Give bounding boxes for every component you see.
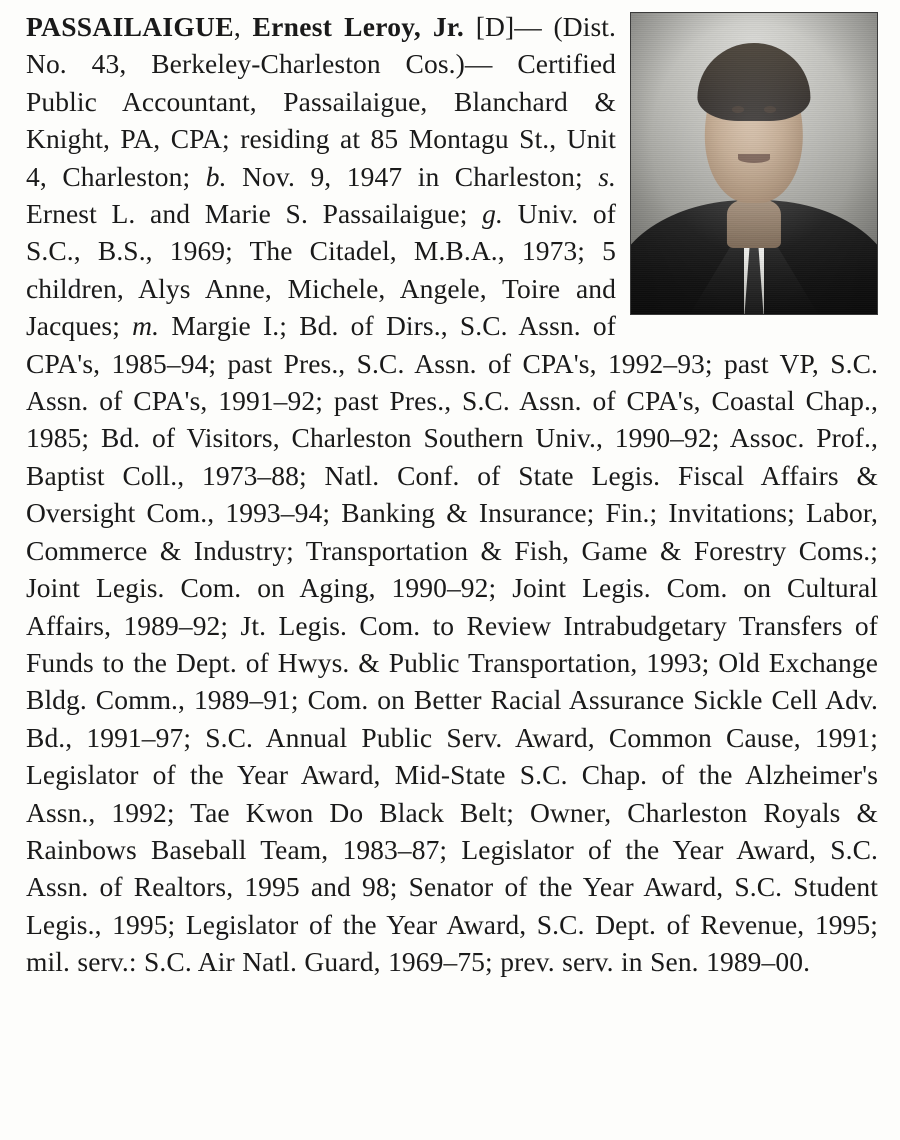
entry-surname: PASSAILAIGUE [26, 11, 234, 42]
entry-birth-info: Nov. 9, 1947 in Charleston; [242, 160, 583, 192]
biography-entry [26, 8, 878, 981]
entry-son-abbr: s. [598, 160, 616, 192]
entry-name-separator: , [233, 11, 253, 42]
entry-district: (Dist. No. 43, Berkeley-Charleston Cos.) [26, 11, 616, 80]
entry-graduate-abbr: g. [482, 198, 503, 230]
entry-occupation: Certified Public Accountant, Passailaigue, Blanchard & Knight, PA, CPA; [26, 48, 616, 155]
entry-married-abbr: m. [132, 310, 160, 342]
entry-dash-1: — [514, 11, 542, 42]
entry-party-affiliation: [D] [475, 11, 515, 42]
entry-residence: residing at 85 Montagu St., Unit 4, Charleston; [26, 123, 617, 192]
entry-parents: Ernest L. and Marie S. Passailaigue; [26, 198, 468, 230]
entry-service-record: Bd. of Dirs., S.C. Assn. of CPA's, 1985–94; past Pres., S.C. Assn. of CPA's, 1992–93; past VP, S.C. Assn. of CPA's, 1991–92; past Pres., S.C. Assn. of CPA's, Coastal Chap., 1985; Bd. of Visitors, Charleston Southern Univ., 1990–92; Assoc. Prof., Baptist Coll., 1973–88; Natl. Conf. of State Legis. Fiscal Affairs & Oversight Com., 1993–94; Banking & Insurance; Fin.; Invitations; Labor, Commerce & Industry; Transportation & Fish, Game & Forestry Coms.; Joint Legis. Com. on Aging, 1990–92; Joint Legis. Com. on Cultural Affairs, 1989–92; Jt. Legis. Com. to Review Intrabudgetary Transfers of Funds to the Dept. of Hwys. & Public Transportation, 1993; Old Exchange Bldg. Comm., 1989–91; Com. on Better Racial Assurance Sickle Cell Adv. Bd., 1991–97; S.C. Annual Public Serv. Award, Common Cause, 1991; Legislator of the Year Award, Mid-State S.C. Chap. of the Alzheimer's Assn., 1992; Tae Kwon Do Black Belt; Owner, Charleston Royals & Rainbows Baseball Team, 1983–87; Legislator of the Year Award, S.C. Assn. of Realtors, 1995 and 98; Senator of the Year Award, S.C. Student Legis., 1995; Legislator of the Year Award, S.C. Dept. of Revenue, 1995; mil. serv.: S.C. Air Natl. Guard, 1969–75; prev. serv. in Sen. 1989–00. [26, 310, 878, 978]
entry-education: Univ. of S.C., B.S., 1969; The Citadel, M.B.A., 1973; [26, 198, 616, 267]
entry-given-names: Ernest Leroy, Jr. [252, 11, 465, 42]
portrait-vignette [631, 13, 877, 314]
entry-dash-2: — [464, 48, 493, 80]
entry-born-abbr: b. [205, 160, 227, 192]
entry-spouse: Margie I.; [171, 310, 287, 342]
entry-children: 5 children, Alys Anne, Michele, Angele, Toire and Jacques; [26, 235, 616, 342]
legislator-portrait-photo [630, 12, 878, 315]
